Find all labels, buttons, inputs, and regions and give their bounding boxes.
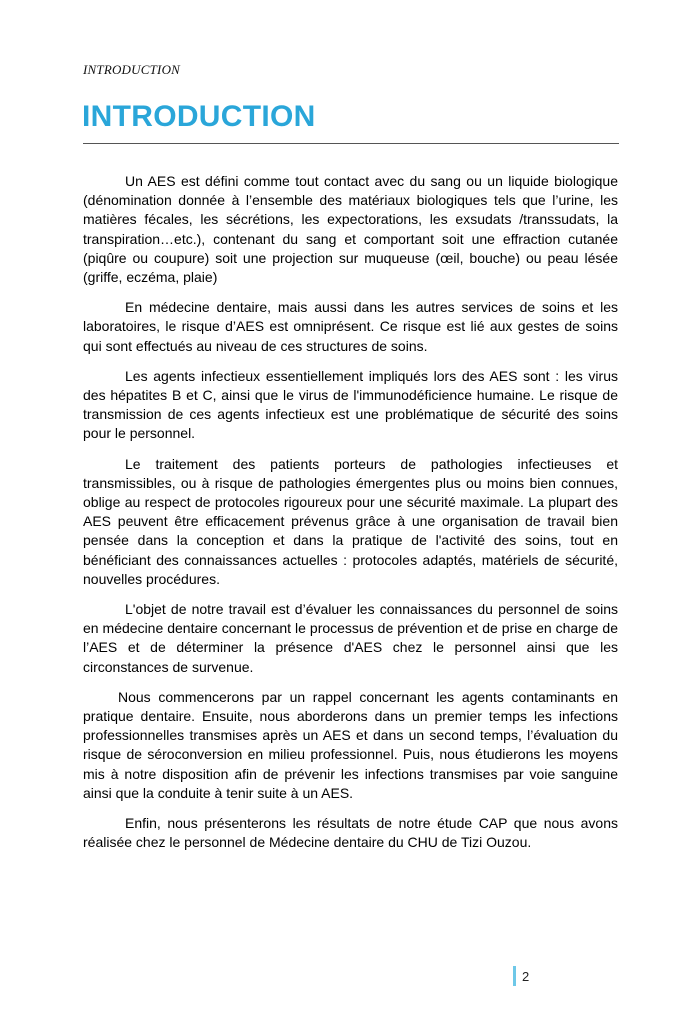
page-title: INTRODUCTION [82, 100, 316, 133]
title-divider [83, 143, 619, 144]
paragraph-treatment-protocols: Le traitement des patients porteurs de pathologies infectieuses et transmissibles, ou à risque de pathologies émergentes plus ou moins bien connues, oblige au respect de protocoles rigoureux pour une sécurité maximale. La plupart des AES peuvent être efficacement prévenus grâce à une organisation de travail bien pensée dans la conception et dans la pratique de l'activité des soins, tout en bénéficiant des connaissances actuelles : protocoles adaptés, matériels de sécurité, nouvelles procédures. [83, 455, 618, 587]
paragraph-objective: L'objet de notre travail est d’évaluer les connaissances du personnel de soins en médecine dentaire concernant le processus de prévention et de prise en charge de l’AES et de déterminer la présence d'AES chez le personnel ainsi que les circonstances de survenue. [83, 601, 618, 675]
running-header: INTRODUCTION [83, 62, 181, 77]
paragraph-infectious-agents: Les agents infectieux essentiellement impliqués lors des AES sont : les virus des hépatites B et C, ainsi que le virus de l'immunodéficience humaine. Le risque de transmission de ces agents infectieux est une problématique de sécurité des soins pour le personnel. [83, 367, 618, 442]
page-number-accent-bar [513, 966, 516, 986]
paragraph-definition: Un AES est défini comme tout contact avec du sang ou un liquide biologique (dénomination donnée à l’ensemble des matériaux biologiques tels que l’urine, les matières fécales, les sécrétions, les expectorations, les exsudats /transsudats, la transpiration…etc.), contenant du sang et comportant soit une effraction cutanée (piqûre ou coupure) soit une projection sur muqueuse (œil, bouche) ou peau lésée (griffe, eczéma, plaie) [83, 173, 618, 286]
paragraph-results: Enfin, nous présenterons les résultats de notre étude CAP que nous avons réalisée chez le personnel de Médecine dentaire du CHU de Tizi Ouzou. [83, 815, 618, 851]
body-text [83, 172, 618, 864]
paragraph-plan: Nous commencerons par un rappel concernant les agents contaminants en pratique dentaire. Ensuite, nous aborderons dans un premier temps les infections professionnelles transmises après un AES et dans un second temps, l’évaluation du risque de séroconversion en milieu professionnel. Puis, nous étudierons les moyens mis à notre disposition afin de prévenir les infections transmises par voie sanguine ainsi que la conduite à tenir suite à un AES. [83, 688, 618, 801]
page-footer [513, 966, 529, 986]
paragraph-dental-risk: En médecine dentaire, mais aussi dans les autres services de soins et les laboratoires, le risque d’AES est omniprésent. Ce risque est lié aux gestes de soins qui sont effectués au niveau de ces structures de soins. [83, 299, 618, 354]
page-number: 2 [522, 968, 530, 984]
